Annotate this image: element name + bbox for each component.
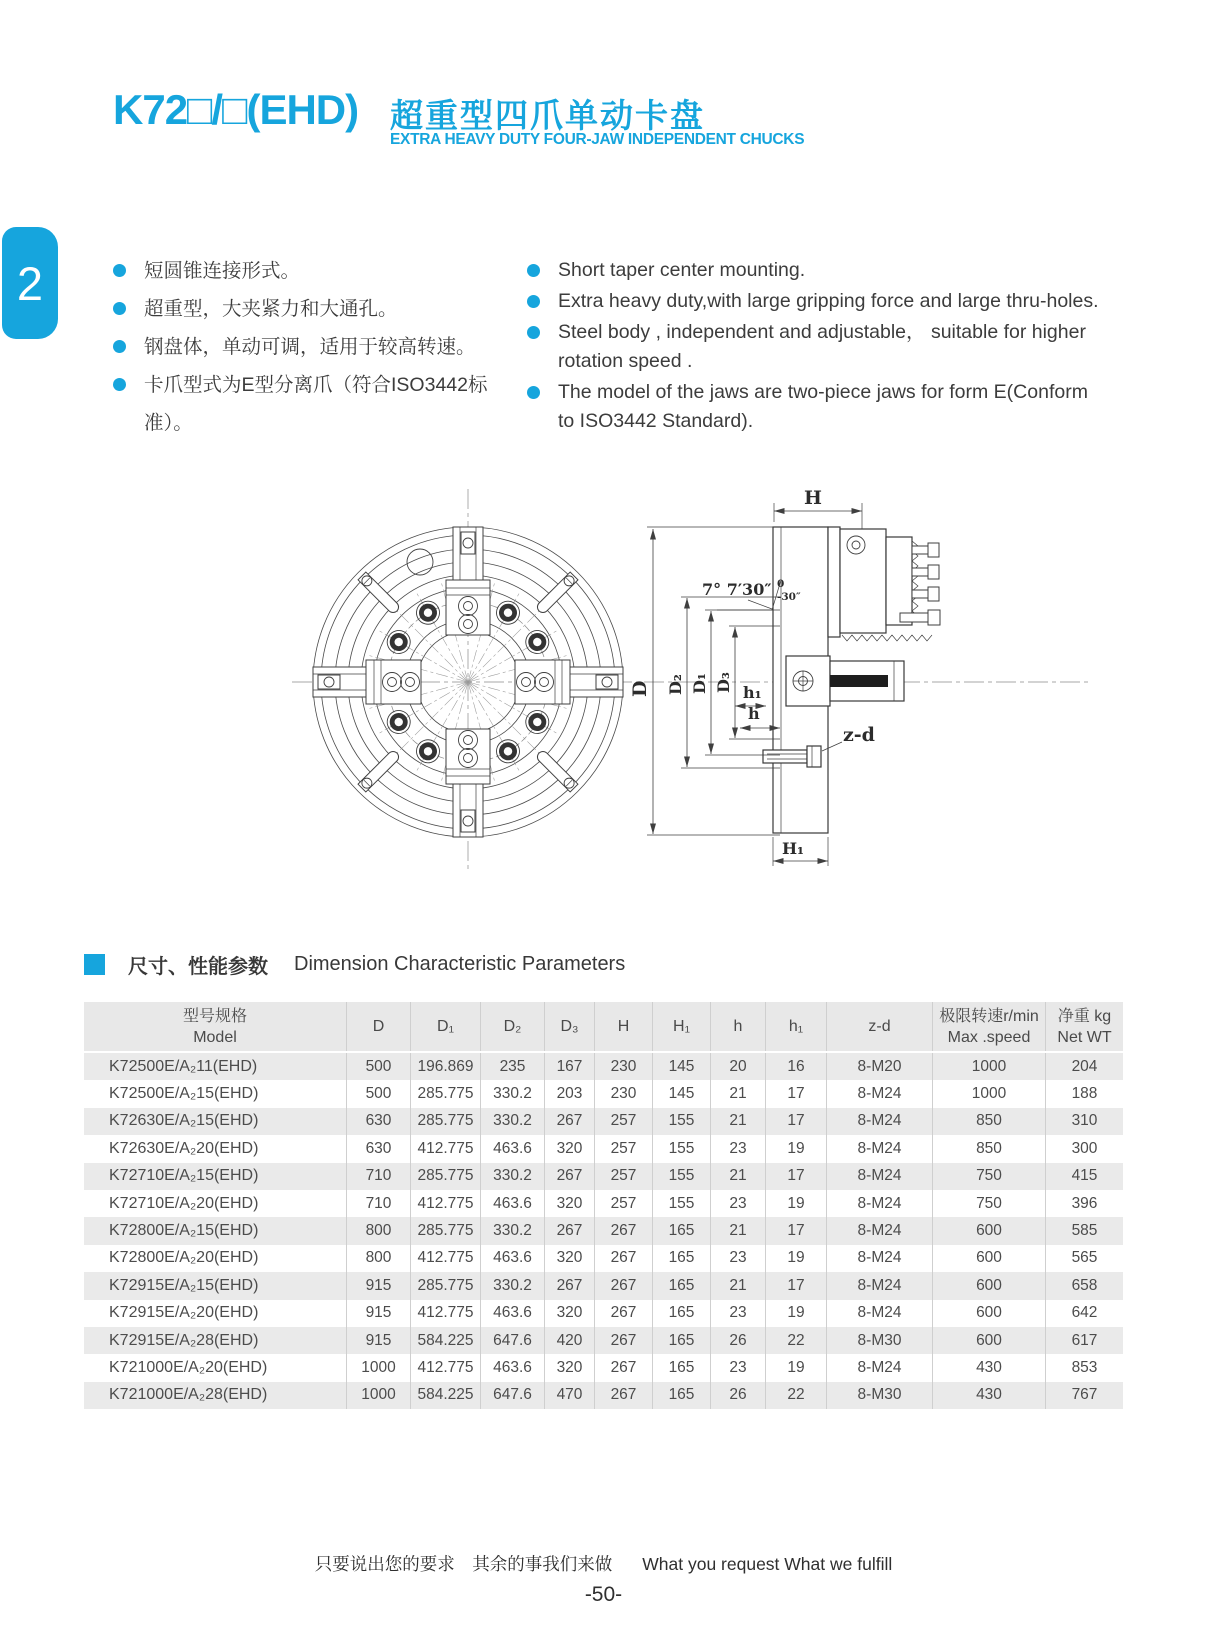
front-view [313, 527, 623, 837]
technical-drawing [80, 445, 1120, 875]
cell-model: K72500E/A₂11(EHD) [84, 1053, 347, 1080]
cell-model: K721000E/A₂20(EHD) [84, 1354, 347, 1381]
cell-H: 257 [595, 1190, 653, 1217]
cell-D1: 584.225 [411, 1382, 481, 1409]
page-title: K72□/□(EHD) [113, 86, 359, 133]
table-row [84, 1327, 1123, 1354]
cell-D3: 267 [545, 1163, 595, 1190]
page-number: -50- [584, 1583, 623, 1606]
cell-H1: 165 [653, 1217, 711, 1244]
cell-zd: 8-M24 [827, 1108, 933, 1135]
cell-h1: 19 [766, 1190, 827, 1217]
dim-H [774, 487, 862, 529]
cell-model: K72710E/A₂15(EHD) [84, 1163, 347, 1190]
cell-h: 21 [711, 1217, 766, 1244]
cell-h1: 17 [766, 1080, 827, 1107]
cell-H1: 165 [653, 1382, 711, 1409]
cell-h: 21 [711, 1108, 766, 1135]
cell-H: 267 [595, 1327, 653, 1354]
feature-text: Extra heavy duty,with large gripping force and large thru-holes. [558, 290, 1099, 312]
cell-D2: 647.6 [481, 1327, 545, 1354]
feature-text: Short taper center mounting. [558, 259, 806, 281]
table-row [84, 1080, 1123, 1107]
cell-h: 21 [711, 1272, 766, 1299]
svg-text:D₂: D₂ [666, 674, 685, 695]
section-heading [84, 950, 625, 979]
cell-h1: 17 [766, 1217, 827, 1244]
cell-D3: 470 [545, 1382, 595, 1409]
cell-D1: 412.775 [411, 1135, 481, 1162]
table-row [84, 1300, 1123, 1327]
footer-slogan-en: What you request What we fulfill [642, 1554, 893, 1574]
cell-D2: 463.6 [481, 1190, 545, 1217]
product-title-en: EXTRA HEAVY DUTY FOUR-JAW INDEPENDENT CHUCKS [390, 131, 805, 148]
cell-H1: 155 [653, 1163, 711, 1190]
cell-h: 23 [711, 1245, 766, 1272]
table-header-row [84, 1002, 1123, 1053]
cell-D1: 285.775 [411, 1217, 481, 1244]
cell-zd: 8-M24 [827, 1217, 933, 1244]
col-header-zd: z-d [827, 1002, 933, 1051]
cell-H: 267 [595, 1217, 653, 1244]
cell-maxspeed: 850 [933, 1108, 1046, 1135]
feature-list-en [527, 256, 1105, 438]
table-row [84, 1217, 1123, 1244]
cell-D: 710 [347, 1163, 411, 1190]
cell-H: 267 [595, 1382, 653, 1409]
cell-D2: 330.2 [481, 1217, 545, 1244]
cell-D: 1000 [347, 1382, 411, 1409]
cell-H1: 155 [653, 1190, 711, 1217]
cell-D3: 320 [545, 1300, 595, 1327]
operating-screw-section [786, 656, 904, 706]
table-row [84, 1163, 1123, 1190]
feature-text: The model of the jaws are two-piece jaws for form E(Conform to ISO3442 Standard). [558, 381, 1088, 432]
cell-D1: 412.775 [411, 1190, 481, 1217]
cell-model: K72710E/A₂20(EHD) [84, 1190, 347, 1217]
bullet-icon [527, 386, 540, 399]
cell-D: 915 [347, 1327, 411, 1354]
col-header-D2: D₂ [481, 1002, 545, 1051]
cell-D3: 267 [545, 1217, 595, 1244]
cell-H: 230 [595, 1053, 653, 1080]
svg-text:0: 0 [777, 578, 785, 590]
cell-H1: 165 [653, 1327, 711, 1354]
cell-H: 267 [595, 1245, 653, 1272]
cell-H1: 155 [653, 1108, 711, 1135]
cell-D2: 235 [481, 1053, 545, 1080]
cell-D: 500 [347, 1080, 411, 1107]
cell-maxspeed: 600 [933, 1327, 1046, 1354]
cell-D3: 320 [545, 1245, 595, 1272]
cell-netwt: 642 [1071, 1304, 1098, 1322]
section-marker-icon [84, 954, 105, 975]
svg-text:-30″: -30″ [777, 591, 801, 603]
cell-h1: 22 [766, 1327, 827, 1354]
feature-item [527, 378, 1105, 436]
cell-model: K721000E/A₂28(EHD) [84, 1382, 347, 1409]
feature-item [527, 318, 1105, 376]
cell-netwt: 565 [1071, 1249, 1098, 1267]
svg-text:D₁: D₁ [690, 673, 709, 694]
cell-D2: 330.2 [481, 1272, 545, 1299]
cell-D2: 647.6 [481, 1382, 545, 1409]
feature-item [527, 287, 1105, 316]
col-header-model: 型号规格 Model [84, 1002, 347, 1051]
cell-model: K72630E/A₂15(EHD) [84, 1108, 347, 1135]
cell-zd: 8-M24 [827, 1245, 933, 1272]
cell-D: 500 [347, 1053, 411, 1080]
feature-item [527, 256, 1105, 285]
cell-D: 800 [347, 1245, 411, 1272]
feature-text: 短圆锥连接形式。 [144, 260, 301, 282]
cell-model: K72915E/A₂20(EHD) [84, 1300, 347, 1327]
cell-netwt: 617 [1071, 1331, 1098, 1349]
cell-zd: 8-M20 [827, 1053, 933, 1080]
feature-list-zh [113, 252, 523, 442]
feature-item [113, 328, 523, 366]
zd-label: z-d [843, 724, 875, 746]
cell-D2: 330.2 [481, 1163, 545, 1190]
cell-zd: 8-M30 [827, 1382, 933, 1409]
col-header-h: h [711, 1002, 766, 1051]
cell-h: 23 [711, 1190, 766, 1217]
cell-D2: 330.2 [481, 1080, 545, 1107]
cell-netwt: 396 [1071, 1194, 1098, 1212]
cell-h1: 19 [766, 1135, 827, 1162]
cell-D1: 285.775 [411, 1163, 481, 1190]
svg-text:h: h [748, 704, 760, 723]
cell-D3: 167 [545, 1053, 595, 1080]
table-row [84, 1053, 1123, 1080]
cell-h1: 17 [766, 1163, 827, 1190]
chapter-tab [2, 227, 58, 339]
table-row [84, 1245, 1123, 1272]
cell-h: 23 [711, 1354, 766, 1381]
cell-h: 21 [711, 1080, 766, 1107]
table-row [84, 1108, 1123, 1135]
cell-h1: 22 [766, 1382, 827, 1409]
cell-model: K72630E/A₂20(EHD) [84, 1135, 347, 1162]
cell-D1: 412.775 [411, 1354, 481, 1381]
col-header-D3: D₃ [545, 1002, 595, 1051]
cell-D1: 412.775 [411, 1245, 481, 1272]
cell-maxspeed: 600 [933, 1300, 1046, 1327]
feature-text: Steel body , independent and adjustable， suitable for higher rotation speed . [558, 321, 1086, 372]
cell-h: 26 [711, 1327, 766, 1354]
svg-text:H: H [804, 487, 822, 509]
cell-maxspeed: 850 [933, 1135, 1046, 1162]
cell-D1: 285.775 [411, 1080, 481, 1107]
cell-D2: 330.2 [481, 1108, 545, 1135]
cell-model: K72800E/A₂15(EHD) [84, 1217, 347, 1244]
cell-netwt: 310 [1071, 1112, 1098, 1130]
section-title-en: Dimension Characteristic Parameters [294, 953, 626, 975]
cell-maxspeed: 750 [933, 1190, 1046, 1217]
cell-H: 267 [595, 1272, 653, 1299]
cell-D3: 320 [545, 1135, 595, 1162]
cell-H: 230 [595, 1080, 653, 1107]
col-header-netwt: 净重 kg Net WT [1057, 1007, 1112, 1046]
cell-H1: 165 [653, 1245, 711, 1272]
col-header-maxspeed: 极限转速r/min Max .speed [933, 1002, 1046, 1051]
cell-h: 23 [711, 1300, 766, 1327]
svg-text:H₁: H₁ [781, 839, 805, 858]
cell-model: K72915E/A₂15(EHD) [84, 1272, 347, 1299]
bullet-icon [527, 295, 540, 308]
cell-netwt: 415 [1071, 1167, 1098, 1185]
cell-D3: 320 [545, 1354, 595, 1381]
cell-D3: 320 [545, 1190, 595, 1217]
bullet-icon [113, 340, 126, 353]
cell-D: 800 [347, 1217, 411, 1244]
feature-item [113, 290, 523, 328]
bullet-icon [113, 264, 126, 277]
cell-netwt: 767 [1071, 1386, 1098, 1404]
cell-zd: 8-M30 [827, 1327, 933, 1354]
col-header-D1: D₁ [411, 1002, 481, 1051]
feature-item [113, 366, 523, 442]
cell-maxspeed: 600 [933, 1272, 1046, 1299]
cell-D1: 196.869 [411, 1053, 481, 1080]
cell-h: 23 [711, 1135, 766, 1162]
cell-model: K72500E/A₂15(EHD) [84, 1080, 347, 1107]
bullet-icon [113, 378, 126, 391]
cell-zd: 8-M24 [827, 1190, 933, 1217]
cell-D1: 285.775 [411, 1272, 481, 1299]
jaw-assembly-section [840, 529, 940, 641]
cell-H: 257 [595, 1108, 653, 1135]
cell-zd: 8-M24 [827, 1163, 933, 1190]
cell-h1: 19 [766, 1245, 827, 1272]
cell-maxspeed: 430 [933, 1382, 1046, 1409]
cell-maxspeed: 1000 [933, 1053, 1046, 1080]
cell-maxspeed: 600 [933, 1245, 1046, 1272]
cell-D: 915 [347, 1300, 411, 1327]
col-header-D: D [347, 1002, 411, 1051]
cell-D: 915 [347, 1272, 411, 1299]
cell-D2: 463.6 [481, 1300, 545, 1327]
cell-netwt: 204 [1071, 1057, 1098, 1075]
side-view [629, 487, 940, 866]
cell-h1: 16 [766, 1053, 827, 1080]
cell-h: 26 [711, 1382, 766, 1409]
dim-h1 [735, 683, 766, 706]
cell-maxspeed: 750 [933, 1163, 1046, 1190]
cell-h1: 17 [766, 1272, 827, 1299]
col-header-H1: H₁ [653, 1002, 711, 1051]
chapter-number: 2 [16, 256, 44, 310]
cell-D1: 412.775 [411, 1300, 481, 1327]
col-header-H: H [595, 1002, 653, 1051]
parameters-table [84, 1002, 1123, 1409]
cell-model: K72915E/A₂28(EHD) [84, 1327, 347, 1354]
product-title-zh: 超重型四爪单动卡盘 [390, 97, 705, 134]
cell-h1: 19 [766, 1300, 827, 1327]
bullet-icon [113, 302, 126, 315]
table-row [84, 1272, 1123, 1299]
dim-H1 [773, 837, 828, 866]
cell-zd: 8-M24 [827, 1080, 933, 1107]
cell-netwt: 300 [1071, 1139, 1098, 1157]
cell-maxspeed: 600 [933, 1217, 1046, 1244]
cell-maxspeed: 430 [933, 1354, 1046, 1381]
chuck-drawing-svg [80, 445, 1120, 875]
col-header-h1: h₁ [766, 1002, 827, 1051]
cell-D3: 267 [545, 1108, 595, 1135]
cell-D3: 420 [545, 1327, 595, 1354]
svg-text:h₁: h₁ [743, 683, 762, 702]
svg-text:D: D [629, 680, 651, 697]
cell-H: 257 [595, 1135, 653, 1162]
table-row [84, 1135, 1123, 1162]
table-body [84, 1053, 1123, 1409]
cell-netwt: 585 [1071, 1222, 1098, 1240]
cell-netwt: 853 [1071, 1358, 1098, 1376]
cell-H1: 145 [653, 1080, 711, 1107]
cell-D2: 463.6 [481, 1245, 545, 1272]
cell-h1: 17 [766, 1108, 827, 1135]
table-row [84, 1190, 1123, 1217]
bullet-icon [527, 326, 540, 339]
svg-text:D₃: D₃ [714, 672, 733, 693]
feature-text: 超重型，大夹紧力和大通孔。 [144, 298, 398, 320]
cell-zd: 8-M24 [827, 1300, 933, 1327]
cell-zd: 8-M24 [827, 1135, 933, 1162]
bullet-icon [527, 264, 540, 277]
feature-text: 卡爪型式为E型分离爪（符合ISO3442标准）。 [144, 374, 488, 434]
cell-H1: 165 [653, 1354, 711, 1381]
cell-netwt: 188 [1071, 1085, 1098, 1103]
cell-H1: 165 [653, 1272, 711, 1299]
cell-D: 1000 [347, 1354, 411, 1381]
cell-D1: 285.775 [411, 1108, 481, 1135]
cell-zd: 8-M24 [827, 1272, 933, 1299]
cell-H1: 155 [653, 1135, 711, 1162]
cell-maxspeed: 1000 [933, 1080, 1046, 1107]
cell-D2: 463.6 [481, 1135, 545, 1162]
table-row [84, 1354, 1123, 1381]
cell-H: 257 [595, 1163, 653, 1190]
feature-item [113, 252, 523, 290]
cell-D: 630 [347, 1108, 411, 1135]
cell-H: 267 [595, 1300, 653, 1327]
cell-H1: 145 [653, 1053, 711, 1080]
cell-D2: 463.6 [481, 1354, 545, 1381]
cell-h: 21 [711, 1163, 766, 1190]
cell-D: 630 [347, 1135, 411, 1162]
table-row [84, 1382, 1123, 1409]
footer-slogan [0, 1551, 1207, 1576]
cell-zd: 8-M24 [827, 1354, 933, 1381]
cell-H: 267 [595, 1354, 653, 1381]
cell-h: 20 [711, 1053, 766, 1080]
cell-netwt: 658 [1071, 1276, 1098, 1294]
cell-model: K72800E/A₂20(EHD) [84, 1245, 347, 1272]
feature-text: 钢盘体，单动可调，适用于较高转速。 [144, 336, 476, 358]
cell-h1: 19 [766, 1354, 827, 1381]
cell-D3: 203 [545, 1080, 595, 1107]
svg-text:7° 7′30″: 7° 7′30″ [702, 580, 772, 599]
cell-D3: 267 [545, 1272, 595, 1299]
cell-H1: 165 [653, 1300, 711, 1327]
footer-slogan-zh: 只要说出您的要求 其余的事我们来做 [314, 1554, 613, 1574]
cell-D: 710 [347, 1190, 411, 1217]
cell-D1: 584.225 [411, 1327, 481, 1354]
section-title-zh: 尺寸、性能参数 [128, 956, 268, 978]
